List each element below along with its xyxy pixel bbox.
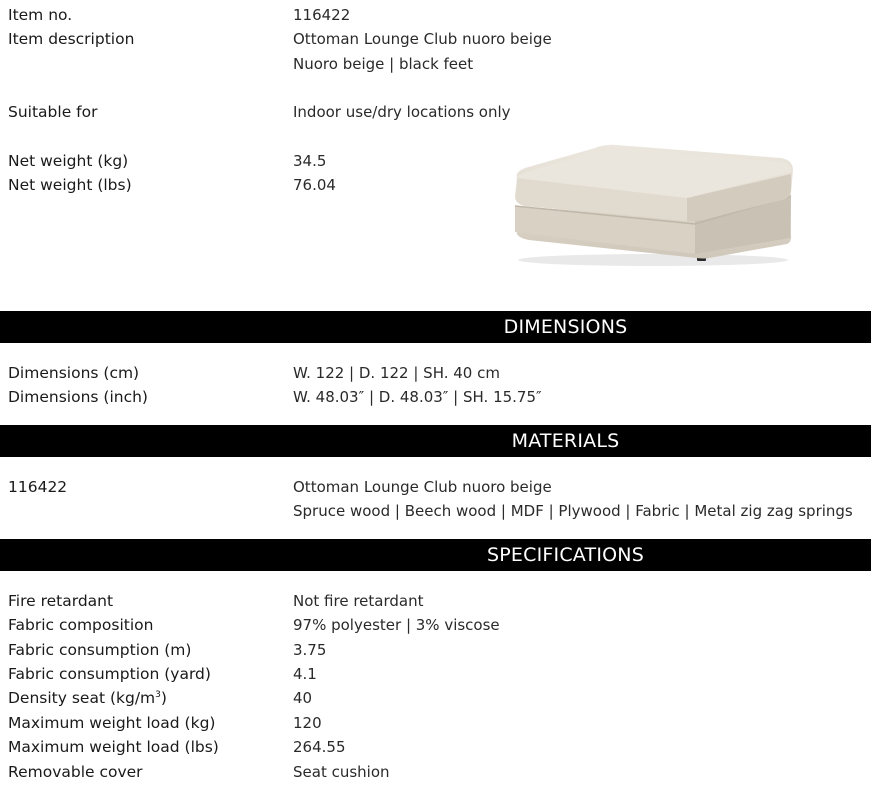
spec-label: Removable cover	[8, 763, 143, 781]
suitable-for-row	[0, 100, 871, 124]
suitable-for-label: Suitable for	[8, 103, 98, 121]
dimensions-cm-label: Dimensions (cm)	[8, 364, 140, 382]
dimensions-inch-label: Dimensions (inch)	[8, 388, 148, 406]
item-description-line1: Ottoman Lounge Club nuoro beige	[293, 30, 552, 48]
spec-row	[0, 638, 871, 662]
spec-label	[8, 686, 167, 710]
materials-code: 116422	[8, 478, 68, 496]
spec-label: Fabric consumption (yard)	[8, 665, 211, 683]
spec-value: 97% polyester | 3% viscose	[293, 616, 500, 634]
materials-header	[0, 425, 871, 457]
net-weight-lbs-value: 76.04	[293, 176, 336, 194]
ottoman-product-image	[505, 134, 800, 270]
spec-value: 264.55	[293, 738, 346, 756]
net-weight-kg-label: Net weight (kg)	[8, 152, 129, 170]
materials-title: MATERIALS	[511, 430, 620, 452]
spec-label: Maximum weight load (kg)	[8, 714, 216, 732]
spec-label: Fabric consumption (m)	[8, 641, 192, 659]
item-description-label: Item description	[8, 30, 135, 48]
spec-row	[0, 589, 871, 613]
spec-label-prefix: Density seat (kg/m	[8, 689, 156, 707]
item-description-row	[0, 27, 871, 51]
item-no-row	[0, 3, 871, 27]
dimensions-header	[0, 311, 871, 343]
specifications-header	[0, 539, 871, 571]
spec-row	[0, 711, 871, 735]
spec-value: 120	[293, 714, 322, 732]
net-weight-lbs-label: Net weight (lbs)	[8, 176, 132, 194]
item-description-line2: Nuoro beige | black feet	[293, 55, 474, 73]
spec-value: 40	[293, 689, 313, 707]
materials-row	[0, 475, 871, 499]
spec-label-superscript: 3	[155, 689, 161, 700]
spec-value: Not fire retardant	[293, 592, 424, 610]
spec-label: Fabric composition	[8, 616, 154, 634]
spec-row	[0, 686, 871, 710]
dimensions-title: DIMENSIONS	[503, 316, 628, 338]
dimensions-inch-value: W. 48.03″ | D. 48.03″ | SH. 15.75″	[293, 388, 542, 406]
spec-value: 4.1	[293, 665, 317, 683]
spec-label: Maximum weight load (lbs)	[8, 738, 219, 756]
net-weight-kg-value: 34.5	[293, 152, 327, 170]
spec-row	[0, 662, 871, 686]
dimensions-cm-value: W. 122 | D. 122 | SH. 40 cm	[293, 364, 500, 382]
materials-line1: Ottoman Lounge Club nuoro beige	[293, 478, 552, 496]
item-no-value: 116422	[293, 6, 351, 24]
dimensions-cm-row	[0, 361, 871, 385]
spec-row	[0, 613, 871, 637]
materials-row-2	[0, 499, 871, 523]
spec-value: 3.75	[293, 641, 327, 659]
spec-row	[0, 760, 871, 784]
spec-value: Seat cushion	[293, 763, 390, 781]
spec-label: Fire retardant	[8, 592, 114, 610]
spec-label-suffix: )	[160, 689, 167, 707]
materials-line2: Spruce wood | Beech wood | MDF | Plywood | Fabric | Metal zig zag springs	[293, 502, 853, 520]
item-description-row-2	[0, 52, 871, 76]
spec-row	[0, 735, 871, 759]
dimensions-inch-row	[0, 385, 871, 409]
suitable-for-value: Indoor use/dry locations only	[293, 103, 511, 121]
specifications-title: SPECIFICATIONS	[487, 544, 644, 566]
item-no-label: Item no.	[8, 6, 73, 24]
